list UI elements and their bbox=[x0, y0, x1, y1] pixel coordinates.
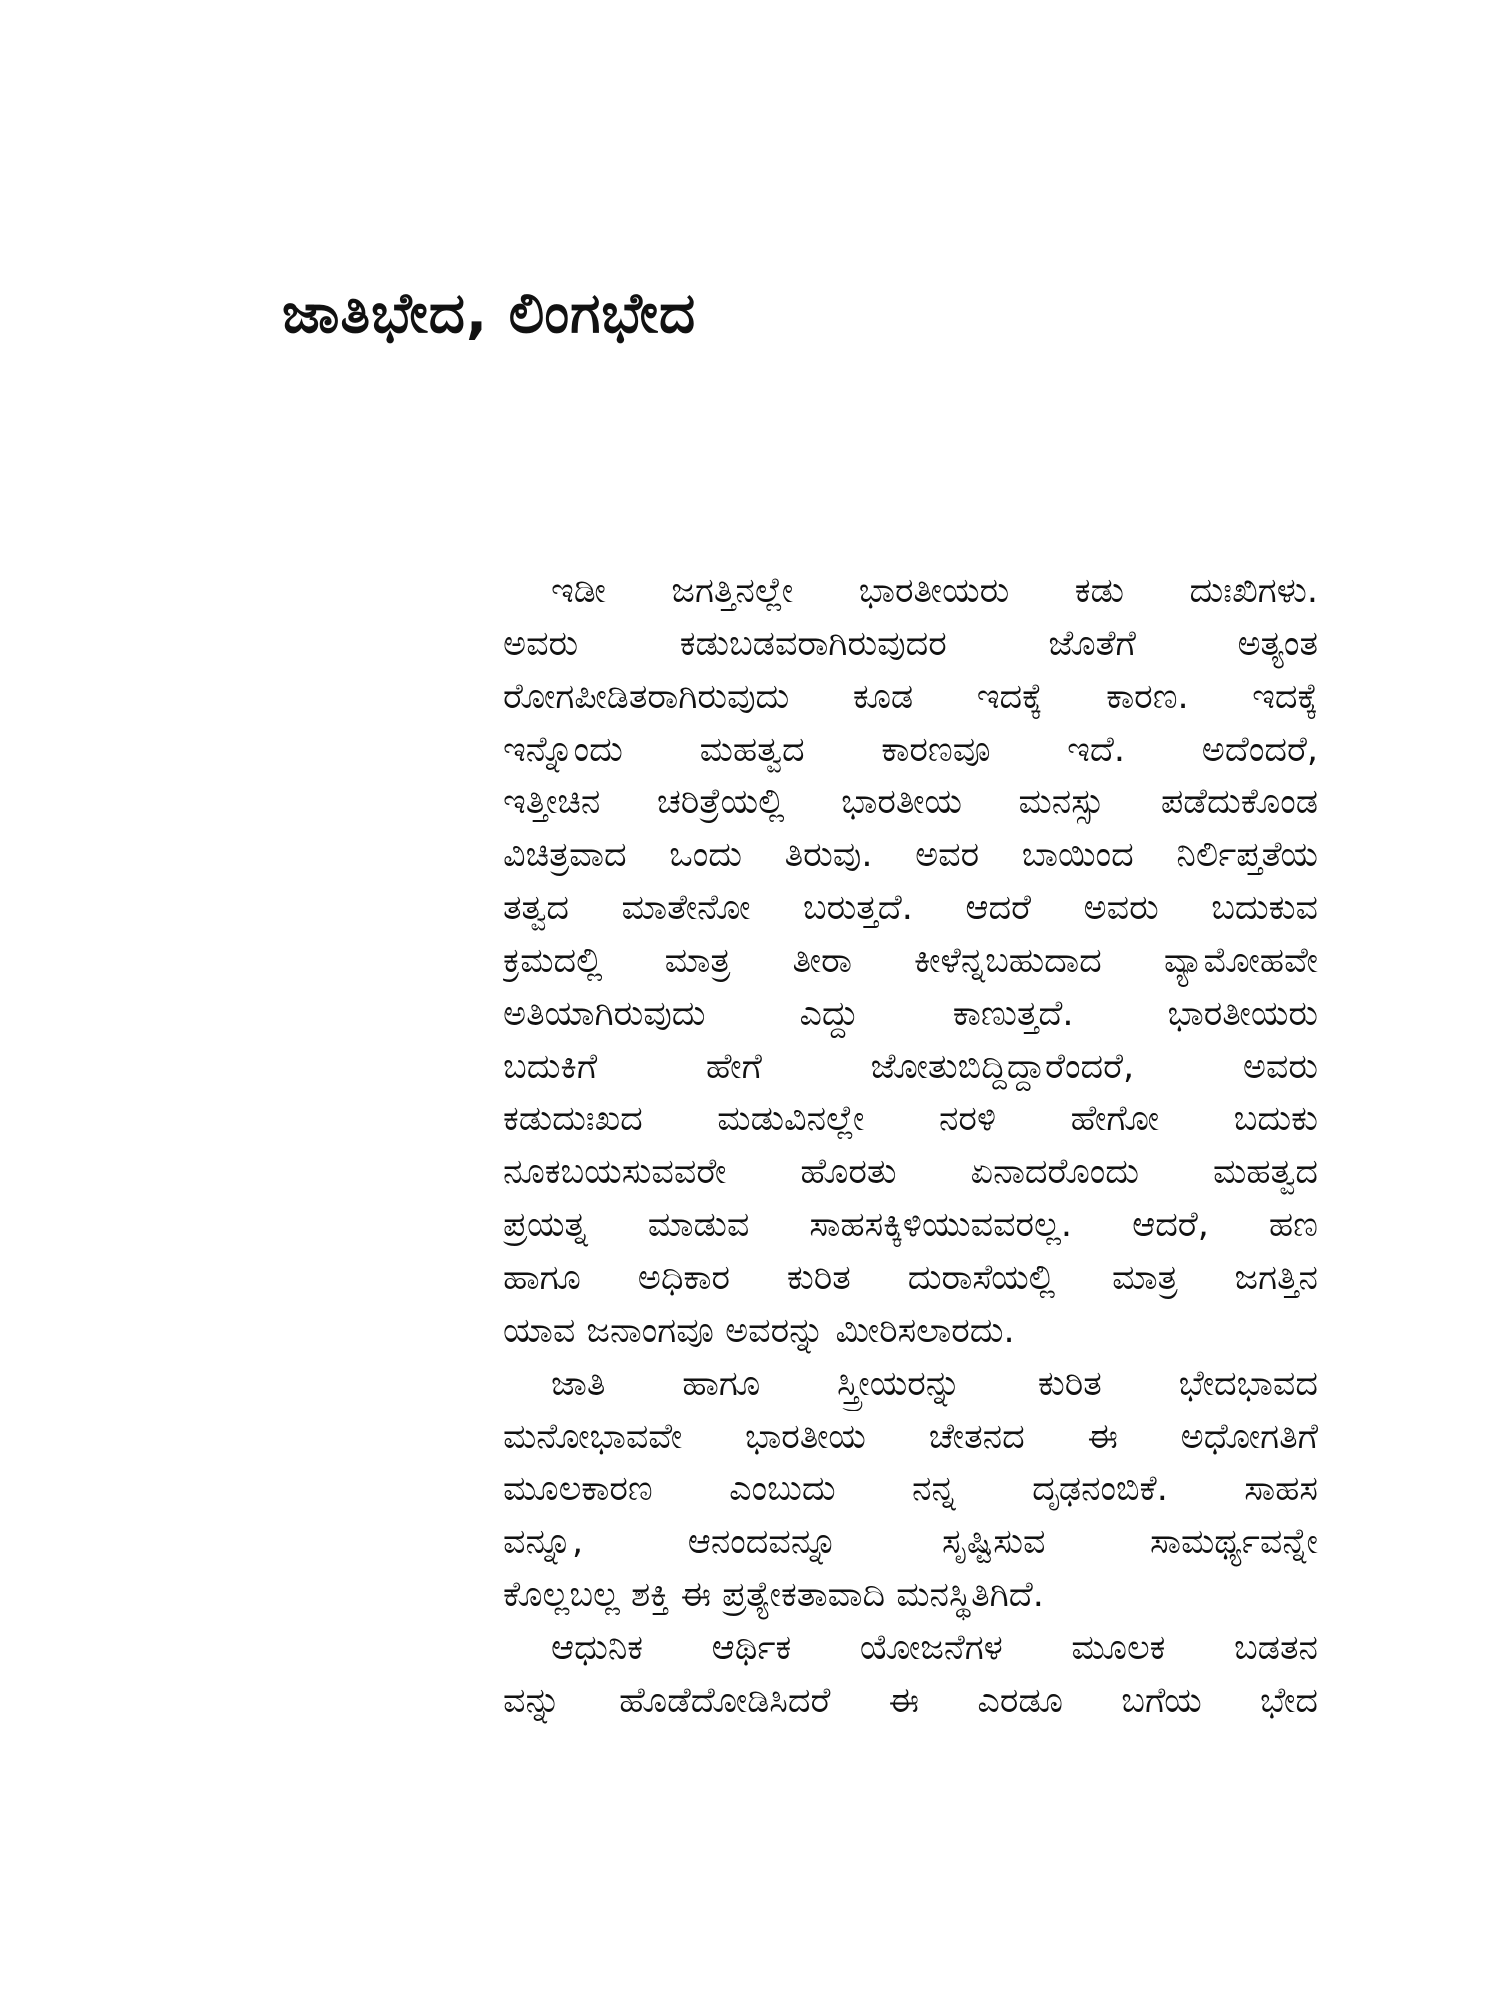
paragraph-line: ಇಡೀ ಜಗತ್ತಿನಲ್ಲೇ ಭಾರತೀಯರು ಕಡು ದುಃಖಿಗಳು. bbox=[551, 571, 1318, 611]
paragraph-line: ಜಾತಿ ಹಾಗೂ ಸ್ತ್ರೀಯರನ್ನು ಕುರಿತ ಭೇದಭಾವದ bbox=[551, 1363, 1318, 1404]
paragraph-line: ಬದುಕಿಗೆ ಹೇಗೆ ಜೋತುಬಿದ್ದಿದ್ದಾರೆಂದರೆ, ಅವರು bbox=[503, 1046, 1318, 1087]
paragraph-line: ಯಾವ ಜನಾಂಗವೂ ಅವರನ್ನು ಮೀರಿಸಲಾರದು. bbox=[503, 1310, 1015, 1351]
paragraph-line: ವನ್ನು ಹೊಡೆದೋಡಿಸಿದರೆ ಈ ಎರಡೂ ಬಗೆಯ ಭೇದ bbox=[503, 1680, 1318, 1721]
paragraph-line: ಮನೋಭಾವವೇ ಭಾರತೀಯ ಚೇತನದ ಈ ಅಧೋಗತಿಗೆ bbox=[503, 1416, 1318, 1457]
paragraph-line: ಕೊಲ್ಲಬಲ್ಲ ಶಕ್ತಿ ಈ ಪ್ರತ್ಯೇಕತಾವಾದಿ ಮನಸ್ಥಿತಿಗಿದೆ. bbox=[503, 1575, 1044, 1616]
paragraph-line: ಇನ್ನೊಂದು ಮಹತ್ವದ ಕಾರಣವೂ ಇದೆ. ಅದೆಂದರೆ, bbox=[503, 729, 1318, 770]
paragraph-line: ತತ್ವದ ಮಾತೇನೋ ಬರುತ್ತದೆ. ಆದರೆ ಅವರು ಬದುಕುವ bbox=[503, 888, 1318, 929]
body-text bbox=[503, 565, 1318, 1728]
paragraph-line: ಕ್ರಮದಲ್ಲಿ ಮಾತ್ರ ತೀರಾ ಕೀಳೆನ್ನಬಹುದಾದ ವ್ಯಾಮೋಹವೇ bbox=[503, 940, 1318, 981]
paragraph-line: ಅತಿಯಾಗಿರುವುದು ಎದ್ದು ಕಾಣುತ್ತದೆ. ಭಾರತೀಯರು bbox=[503, 993, 1318, 1034]
paragraph-line: ಹಾಗೂ ಅಧಿಕಾರ ಕುರಿತ ದುರಾಸೆಯಲ್ಲಿ ಮಾತ್ರ ಜಗತ್ತಿನ bbox=[503, 1257, 1318, 1298]
paragraph-line: ಕಡುದುಃಖದ ಮಡುವಿನಲ್ಲೇ ನರಳಿ ಹೇಗೋ ಬದುಕು bbox=[503, 1099, 1318, 1140]
paragraph-line: ಆಧುನಿಕ ಆರ್ಥಿಕ ಯೋಜನೆಗಳ ಮೂಲಕ ಬಡತನ bbox=[551, 1627, 1318, 1668]
paragraph-line: ಮೂಲಕಾರಣ ಎಂಬುದು ನನ್ನ ದೃಢನಂಬಿಕೆ. ಸಾಹಸ bbox=[503, 1469, 1318, 1510]
paragraph-line: ಇತ್ತೀಚಿನ ಚರಿತ್ರೆಯಲ್ಲಿ ಭಾರತೀಯ ಮನಸ್ಸು ಪಡೆದುಕೊಂಡ bbox=[503, 782, 1318, 823]
paragraph-line: ನೂಕಬಯಸುವವರೇ ಹೊರತು ಏನಾದರೊಂದು ಮಹತ್ವದ bbox=[503, 1152, 1318, 1193]
paragraph-line: ವನ್ನೂ, ಆನಂದವನ್ನೂ ಸೃಷ್ಟಿಸುವ ಸಾಮರ್ಥ್ಯವನ್ನೇ bbox=[503, 1522, 1318, 1563]
paragraph-line: ರೋಗಪೀಡಿತರಾಗಿರುವುದು ಕೂಡ ಇದಕ್ಕೆ ಕಾರಣ. ಇದಕ್ಕೆ bbox=[503, 676, 1318, 717]
paragraph-line: ಪ್ರಯತ್ನ ಮಾಡುವ ಸಾಹಸಕ್ಕಿಳಿಯುವವರಲ್ಲ. ಆದರೆ, ಹಣ bbox=[503, 1205, 1318, 1246]
paragraph-line: ವಿಚಿತ್ರವಾದ ಒಂದು ತಿರುವು. ಅವರ ಬಾಯಿಂದ ನಿರ್ಲಿಪ್ತತೆಯ bbox=[503, 835, 1318, 876]
paragraph-line: ಅವರು ಕಡುಬಡವರಾಗಿರುವುದರ ಜೊತೆಗೆ ಅತ್ಯಂತ bbox=[503, 623, 1318, 664]
chapter-title: ಜಾತಿಭೇದ, ಲಿಂಗಭೇದ bbox=[282, 281, 697, 346]
